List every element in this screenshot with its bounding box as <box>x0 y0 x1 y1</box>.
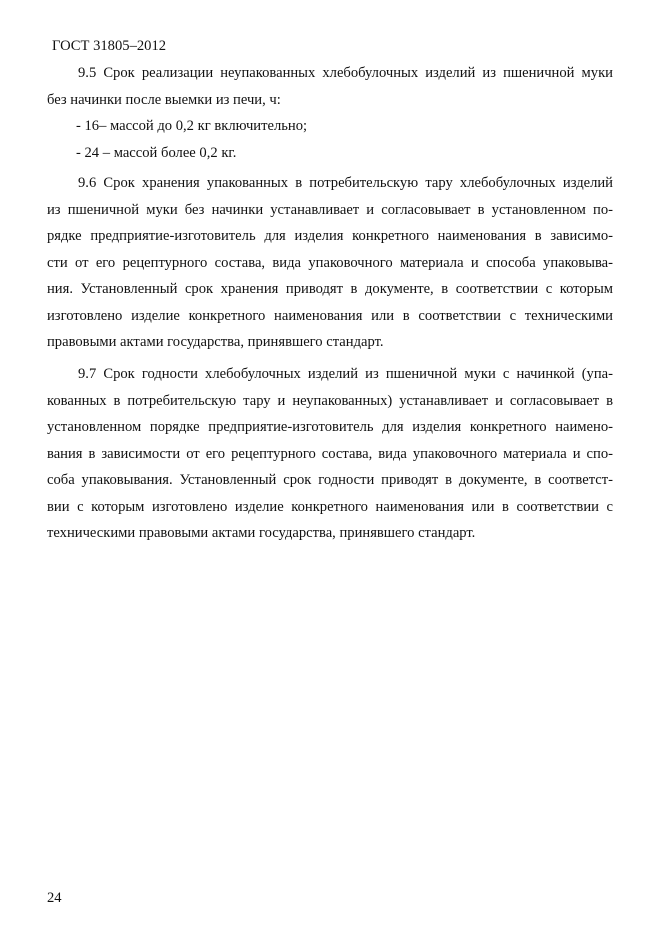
text-line: из пшеничной муки без начинки устанавливает и согласовывает в установленном по- <box>47 201 613 218</box>
text-line: сти от его рецептурного состава, вида упаковочного материала и способа упаковыва- <box>47 254 613 271</box>
text-line: 9.7 Срок годности хлебобулочных изделий из пшеничной муки с начинкой (упа- <box>78 366 613 382</box>
paragraph-9-7 <box>47 361 613 547</box>
list-item-24 <box>47 140 613 167</box>
text-line: - 16– массой до 0,2 кг включительно; <box>76 118 308 134</box>
page-number: 24 <box>47 890 62 906</box>
text-line: 9.5 Срок реализации неупакованных хлебобулочных изделий из пшеничной муки <box>78 65 613 81</box>
text-line: соба упаковывания. Установленный срок годности приводят в документе, в соответст- <box>47 472 613 488</box>
text-line: - 24 – массой более 0,2 кг. <box>76 144 237 161</box>
text-line: 9.6 Срок хранения упакованных в потребительскую тару хлебобулочных изделий <box>78 175 613 191</box>
text-line: правовыми актами государства, принявшего стандарт. <box>47 334 384 350</box>
text-line: кованных в потребительскую тару и неупакованных) устанавливает и согласовывает в <box>47 392 613 409</box>
text-line: изготовлено изделие конкретного наименования или в соответствии с техническими <box>47 307 613 324</box>
paragraph-9-5 <box>47 60 613 113</box>
document-header: ГОСТ 31805–2012 <box>52 38 167 54</box>
text-line: техническими правовыми актами государства, принявшего стандарт. <box>47 525 476 541</box>
text-line: вии с которым изготовлено изделие конкретного наименования или в соответствии с <box>47 498 613 515</box>
text-line: вания в зависимости от его рецептурного состава, вида упаковочного материала и спо- <box>47 445 613 462</box>
list-item-16 <box>47 113 613 140</box>
paragraph-9-6 <box>47 170 613 356</box>
text-line: ния. Установленный срок хранения приводят в документе, в соответствии с которым <box>47 281 613 297</box>
text-line: установленном порядке предприятие-изготовитель для изделия конкретного наимено- <box>47 419 613 435</box>
text-line: рядке предприятие-изготовитель для изделия конкретного наименования в зависимо- <box>47 228 613 244</box>
text-line: без начинки после выемки из печи, ч: <box>47 91 281 108</box>
